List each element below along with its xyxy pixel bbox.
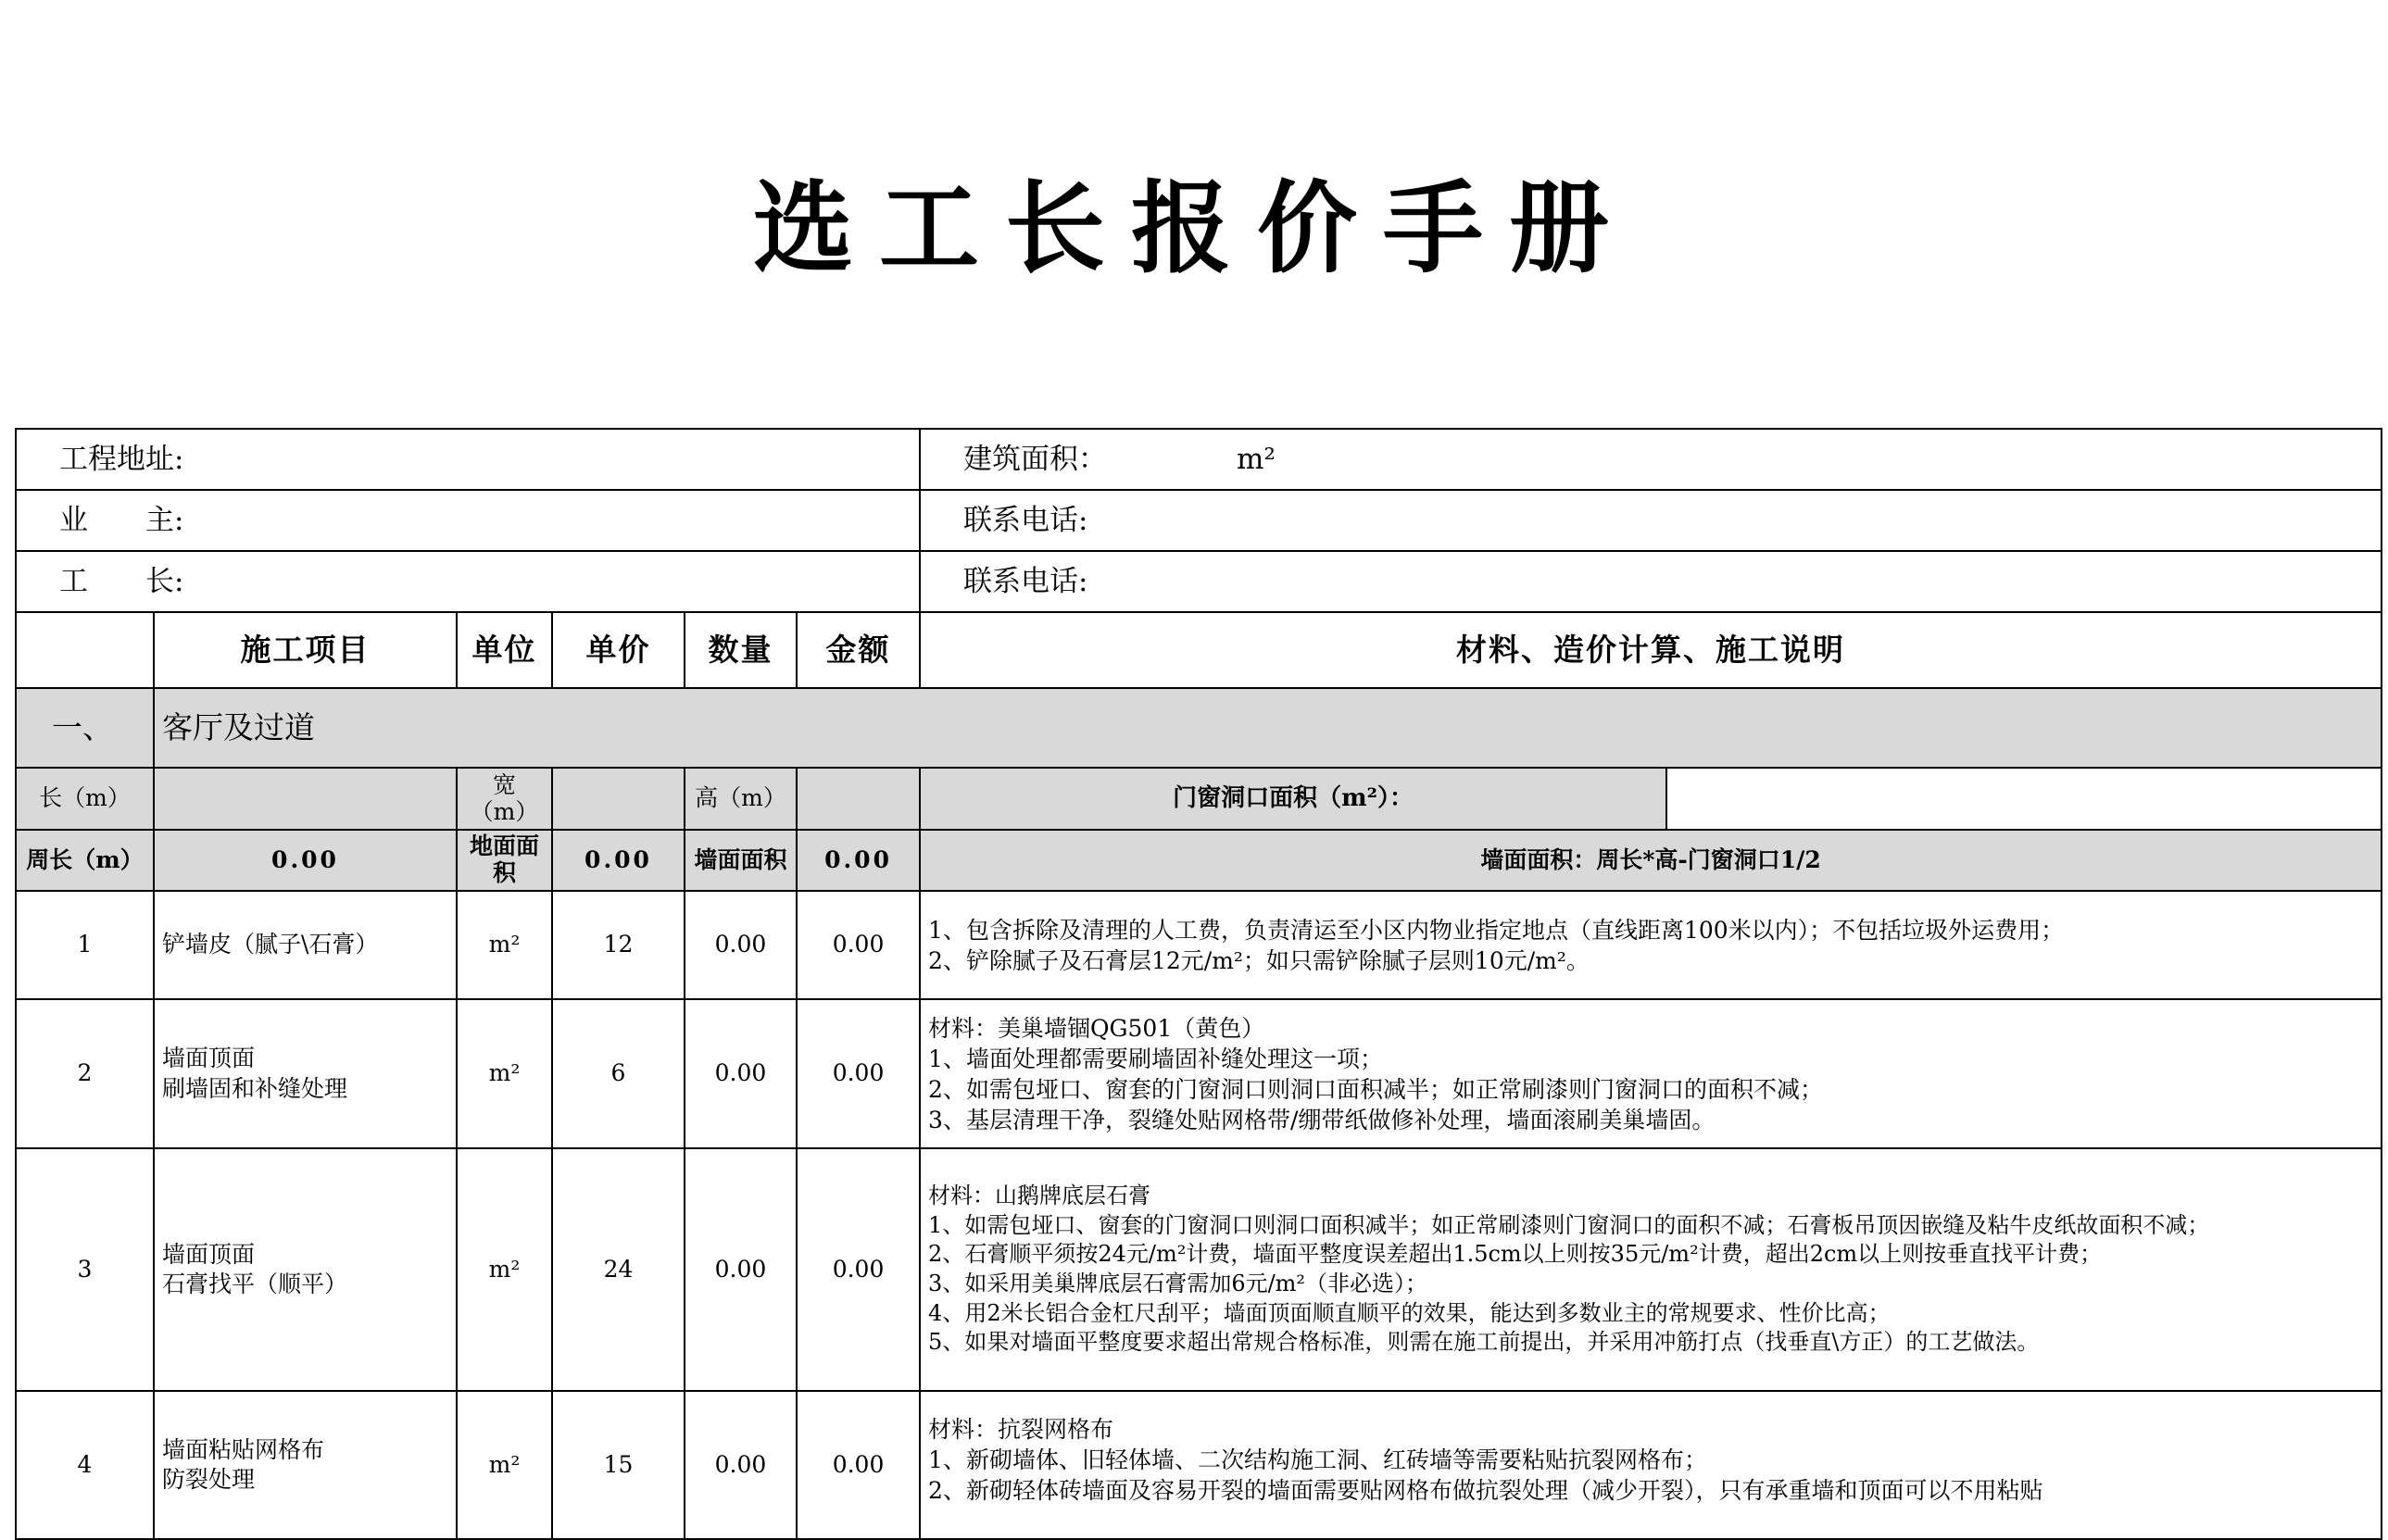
item-amount: 0.00 [797, 1148, 920, 1391]
table-row [16, 1391, 2382, 1539]
phone-label-1: 联系电话: [963, 503, 1088, 537]
note-line: 2、如需包垭口、窗套的门窗洞口则洞口面积减半；如正常刷漆则门窗洞口的面积不减； [928, 1075, 1823, 1103]
item-price: 24 [552, 1148, 685, 1391]
header-qty: 数量 [685, 612, 797, 688]
door-window-label: 门窗洞口面积（m²）： [920, 768, 1666, 830]
width-input[interactable] [552, 768, 685, 830]
calc-row-dimensions [16, 768, 2382, 830]
note-line: 材料：山鹅牌底层石膏 [928, 1182, 1151, 1208]
item-notes [920, 999, 2382, 1148]
item-price: 12 [552, 891, 685, 999]
door-window-input[interactable] [1666, 768, 2382, 830]
item-price: 6 [552, 999, 685, 1148]
wall-formula: 墙面面积：周长*高-门窗洞口1/2 [920, 830, 2382, 891]
item-name-line: 刷墙固和补缝处理 [162, 1074, 348, 1102]
item-qty[interactable]: 0.00 [685, 1148, 797, 1391]
item-unit: m² [457, 1148, 552, 1391]
table-row [16, 1148, 2382, 1391]
header-price: 单价 [552, 612, 685, 688]
perimeter-value: 0.00 [154, 830, 457, 891]
item-amount: 0.00 [797, 891, 920, 999]
item-name-line: 防裂处理 [162, 1466, 256, 1493]
item-number: 4 [16, 1391, 154, 1539]
area-label: 建筑面积： [963, 442, 1108, 476]
section-number: 一、 [16, 688, 154, 768]
item-name-line: 墙面粘贴网格布 [162, 1435, 325, 1463]
note-line: 4、用2米长铝合金杠尺刮平；墙面顶面顺直顺平的效果，能达到多数业主的常规要求、性价比高； [928, 1299, 1891, 1326]
item-qty[interactable]: 0.00 [685, 891, 797, 999]
owner-cell[interactable] [16, 490, 920, 551]
width-label: 宽（m） [457, 768, 552, 830]
section-row [16, 688, 2382, 768]
item-name [154, 891, 457, 999]
item-unit: m² [457, 1391, 552, 1539]
perimeter-label: 周长（m） [16, 830, 154, 891]
height-label: 高（m） [685, 768, 797, 830]
info-row-foreman [16, 551, 2382, 612]
item-name-line: 石膏找平（顺平） [162, 1271, 348, 1297]
item-name-line: 墙面顶面 [162, 1240, 256, 1268]
length-input[interactable] [154, 768, 457, 830]
owner-phone-cell[interactable] [920, 490, 2382, 551]
note-line: 2、铲除腻子及石膏层12元/m²；如只需铲除腻子层则10元/m²。 [928, 946, 1590, 974]
item-number: 2 [16, 999, 154, 1148]
floor-area-label: 地面面积 [457, 830, 552, 891]
header-item: 施工项目 [154, 612, 457, 688]
item-number: 3 [16, 1148, 154, 1391]
height-input[interactable] [797, 768, 920, 830]
item-qty[interactable]: 0.00 [685, 1391, 797, 1539]
header-blank [16, 612, 154, 688]
foreman-cell[interactable] [16, 551, 920, 612]
note-line: 2、石膏顺平须按24元/m²计费，墙面平整度误差超出1.5cm以上则按35元/m²计费，超出2cm以上则按垂直找平计费； [928, 1241, 2103, 1268]
item-name [154, 1391, 457, 1539]
item-name [154, 999, 457, 1148]
header-amount: 金额 [797, 612, 920, 688]
note-line: 1、新砌墙体、旧轻体墙、二次结构施工洞、红砖墙等需要粘贴抗裂网格布； [928, 1446, 1707, 1473]
area-cell[interactable] [920, 429, 2382, 490]
wall-area-label: 墙面面积 [685, 830, 797, 891]
item-qty[interactable]: 0.00 [685, 999, 797, 1148]
note-line: 3、如采用美巢牌底层石膏需加6元/m²（非必选）； [928, 1271, 1428, 1296]
calc-row-areas [16, 830, 2382, 891]
info-row-address [16, 429, 2382, 490]
item-unit: m² [457, 999, 552, 1148]
info-row-owner [16, 490, 2382, 551]
note-line: 1、墙面处理都需要刷墙固补缝处理这一项； [928, 1045, 1383, 1072]
header-unit: 单位 [457, 612, 552, 688]
item-unit: m² [457, 891, 552, 999]
item-name [154, 1148, 457, 1391]
table-header [16, 612, 2382, 688]
table-row [16, 999, 2382, 1148]
section-name: 客厅及过道 [154, 688, 2382, 768]
note-line: 材料：抗裂网格布 [928, 1416, 1114, 1443]
page-title: 选工长报价手册 [752, 171, 1635, 287]
note-line: 2、新砌轻体砖墙面及容易开裂的墙面需要贴网格布做抗裂处理（减少开裂），只有承重墙和顶面可以不用粘贴 [928, 1477, 2043, 1504]
note-line: 5、如果对墙面平整度要求超出常规合格标准，则需在施工前提出，并采用冲筋打点（找垂直\方正）的工艺做法。 [928, 1329, 2040, 1356]
header-notes: 材料、造价计算、施工说明 [920, 612, 2382, 688]
area-unit: m² [1237, 442, 1276, 476]
note-line: 材料：美巢墙锢QG501（黄色） [928, 1014, 1265, 1042]
length-label: 长（m） [16, 768, 154, 830]
item-notes [920, 1391, 2382, 1539]
item-amount: 0.00 [797, 1391, 920, 1539]
phone-label-2: 联系电话: [963, 564, 1088, 598]
note-line: 1、包含拆除及清理的人工费，负责清运至小区内物业指定地点（直线距离100米以内）；不包括垃圾外运费用； [928, 916, 2065, 944]
table-row [16, 891, 2382, 999]
wall-area-value: 0.00 [797, 830, 920, 891]
floor-area-value: 0.00 [552, 830, 685, 891]
address-cell[interactable] [16, 429, 920, 490]
item-price: 15 [552, 1391, 685, 1539]
item-notes [920, 891, 2382, 999]
foreman-phone-cell[interactable] [920, 551, 2382, 612]
item-notes [920, 1148, 2382, 1391]
note-line: 1、如需包垭口、窗套的门窗洞口则洞口面积减半；如正常刷漆则门窗洞口的面积不减；石膏板吊顶因嵌缝及粘牛皮纸故面积不减； [928, 1211, 2210, 1238]
note-line: 3、基层清理干净，裂缝处贴网格带/绷带纸做修补处理，墙面滚刷美巢墙固。 [928, 1106, 1716, 1133]
foreman-label: 工 长: [59, 564, 184, 598]
quote-table [15, 428, 2382, 1540]
address-label: 工程地址: [59, 442, 184, 476]
item-name-line: 墙面顶面 [162, 1045, 256, 1071]
item-number: 1 [16, 891, 154, 999]
owner-label: 业 主: [59, 503, 184, 537]
item-name-line: 铲墙皮（腻子\石膏） [162, 931, 379, 958]
item-amount: 0.00 [797, 999, 920, 1148]
